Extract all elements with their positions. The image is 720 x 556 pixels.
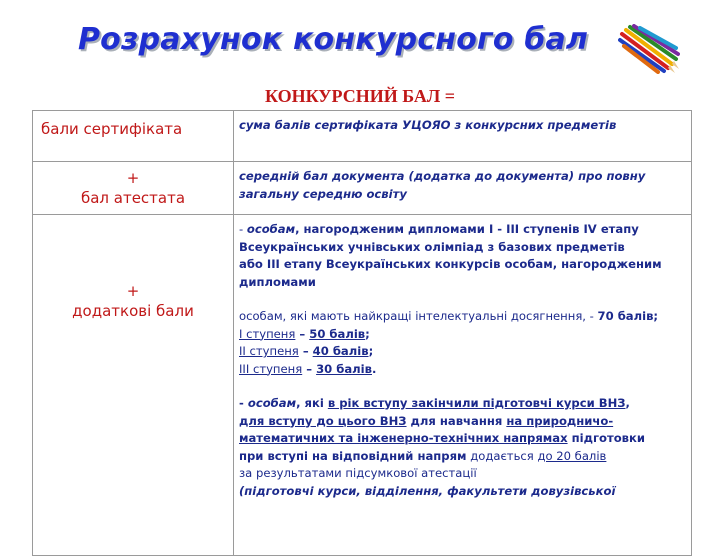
row-desc-bonus	[234, 215, 692, 556]
degree-3-line: ІІІ ступеня – 30 балів.	[239, 361, 377, 376]
row-label-text: бал атестата	[80, 189, 186, 207]
contest-paragraph: або ІІІ етапу Всеукраїнських конкурсів особам, нагородженим дипломами	[239, 257, 662, 289]
table-row	[33, 111, 692, 162]
page-title: Розрахунок конкурсного бал	[78, 22, 589, 57]
degree-2-line: ІІ ступеня – 40 балів;	[239, 344, 374, 358]
degree-1-link[interactable]: І ступеня	[239, 326, 296, 341]
prep-bonus-line: при вступі на відповідний напрям додається до 20 балів	[239, 448, 607, 463]
degree-3-link[interactable]: ІІІ ступеня	[239, 361, 303, 376]
row-label-certificate: бали сертифіката	[33, 111, 234, 162]
colored-pencils-icon	[618, 24, 680, 74]
row-label-text: додаткові бали	[72, 302, 194, 320]
prep-attestation-line: за результатами підсумкової атестації	[239, 466, 477, 480]
achievements-paragraph: особам, які мають найкращі інтелектуальні досягнення, - 70 балів;	[239, 309, 659, 323]
row-desc-certificate: сума балів сертифіката УЦОЯО з конкурсних предметів	[234, 111, 692, 162]
row-label-attestat	[33, 162, 234, 215]
plus-sign: +	[126, 282, 140, 300]
row-label-bonus	[33, 215, 234, 556]
formula-heading: КОНКУРСНИЙ БАЛ =	[264, 86, 456, 106]
prep-courses-note: (підготовчі курси, відділення, факультети довузівської	[239, 483, 616, 498]
plus-sign: +	[126, 169, 140, 187]
degree-2-link[interactable]: ІІ ступеня	[239, 344, 299, 358]
olympiad-paragraph: - особам, нагородженим дипломами І - ІІІ ступенів IV етапу Всеукраїнських учнівських олімпіад з базових предметів	[239, 222, 639, 254]
table-row	[33, 162, 692, 215]
prep-courses-paragraph: - особам, які в рік вступу закінчили підготовчі курси ВНЗ,	[239, 396, 630, 410]
score-table	[32, 110, 692, 556]
table-row	[33, 215, 692, 556]
row-desc-attestat: середній бал документа (додатка до документа) про повну загальну середню освіту	[234, 162, 692, 215]
degree-1-line: І ступеня – 50 балів;	[239, 326, 370, 341]
prep-courses-line: для вступу до цього ВНЗ для навчання на природничо-математичних та інженерно-технічних напрямах підготовки	[239, 413, 645, 445]
